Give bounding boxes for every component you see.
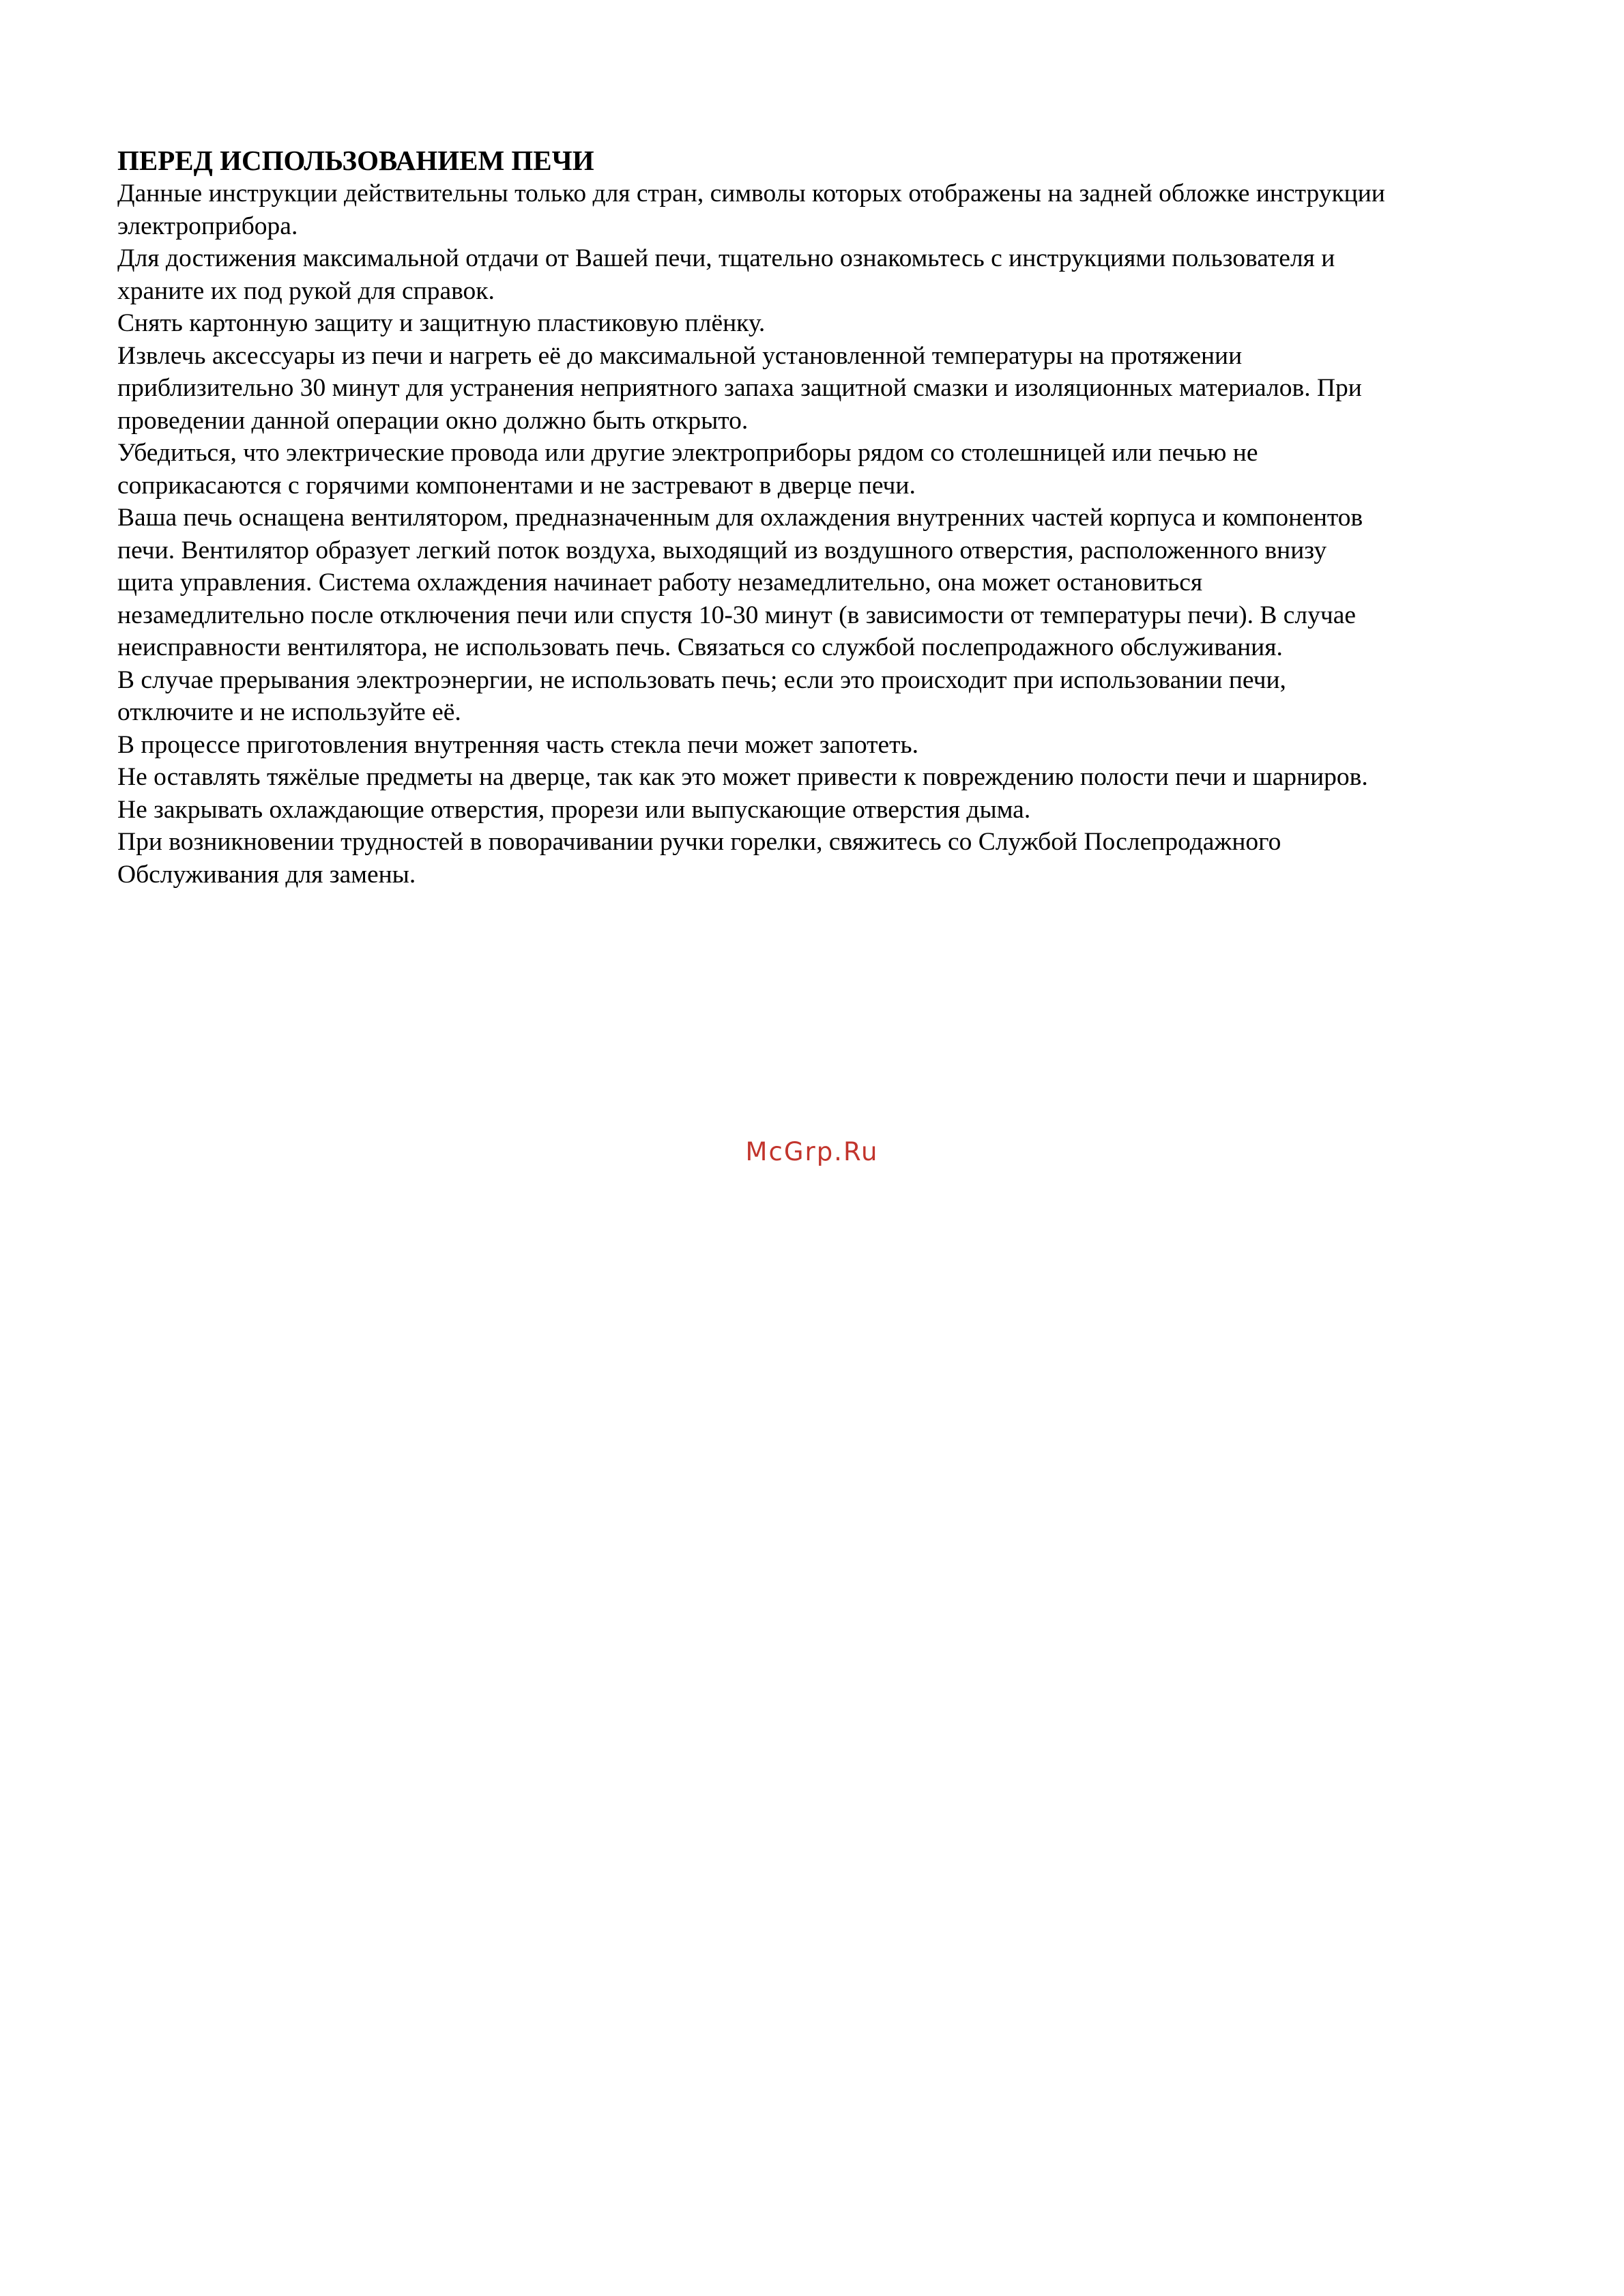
text-line: проведении данной операции окно должно быть открыто. xyxy=(117,406,749,435)
text-line: Для достижения максимальной отдачи от Вашей печи, тщательно ознакомьтесь с инструкциями пользователя и xyxy=(117,244,1335,272)
text-line: храните их под рукой для справок. xyxy=(117,276,495,305)
text-line: приблизительно 30 минут для устранения неприятного запаха защитной смазки и изоляционных материалов. При xyxy=(117,374,1362,402)
text-line: неисправности вентилятора, не использовать печь. Связаться со службой послепродажного обслуживания. xyxy=(117,633,1283,661)
text-line: Извлечь аксессуары из печи и нагреть её до максимальной установленной температуры на протяжении xyxy=(117,341,1243,370)
text-line: Не оставлять тяжёлые предметы на дверце, так как это может привести к повреждению полости печи и шарниров. xyxy=(117,763,1368,791)
instructions-text xyxy=(117,177,1537,891)
site-watermark: McGrp.Ru xyxy=(745,1137,879,1166)
text-line: Не закрывать охлаждающие отверстия, прорези или выпускающие отверстия дыма. xyxy=(117,795,1031,824)
text-line: незамедлительно после отключения печи или спустя 10-30 минут (в зависимости от температуры печи). В случае xyxy=(117,601,1357,629)
text-line: печи. Вентилятор образует легкий поток воздуха, выходящий из воздушного отверстия, расположенного внизу xyxy=(117,536,1327,564)
text-line: щита управления. Система охлаждения начинает работу незамедлительно, она может остановиться xyxy=(117,569,1203,597)
text-line: Ваша печь оснащена вентилятором, предназначенным для охлаждения внутренних частей корпуса и компонентов xyxy=(117,504,1363,532)
text-line: Данные инструкции действительны только для стран, символы которых отображены на задней обложке инструкции xyxy=(117,180,1385,207)
text-line: При возникновении трудностей в поворачивании ручки горелки, свяжитесь со Службой Послепродажного xyxy=(117,828,1281,856)
text-line: соприкасаются с горячими компонентами и не застревают в дверце печи. xyxy=(117,471,916,500)
text-line: В процессе приготовления внутренняя часть стекла печи может запотеть. xyxy=(117,730,918,759)
section-title: ПЕРЕД ИСПОЛЬЗОВАНИЕМ ПЕЧИ xyxy=(117,145,594,176)
text-line: Убедиться, что электрические провода или другие электроприборы рядом со столешницей или печью не xyxy=(117,439,1258,467)
text-line: Обслуживания для замены. xyxy=(117,860,416,889)
text-line: электроприбора. xyxy=(117,212,298,240)
text-line: В случае прерывания электроэнергии, не использовать печь; если это происходит при использовании печи, xyxy=(117,665,1286,694)
text-line: Снять картонную защиту и защитную пластиковую плёнку. xyxy=(117,309,766,337)
document-content xyxy=(117,143,1537,891)
text-line: отключите и не используйте её. xyxy=(117,698,461,726)
